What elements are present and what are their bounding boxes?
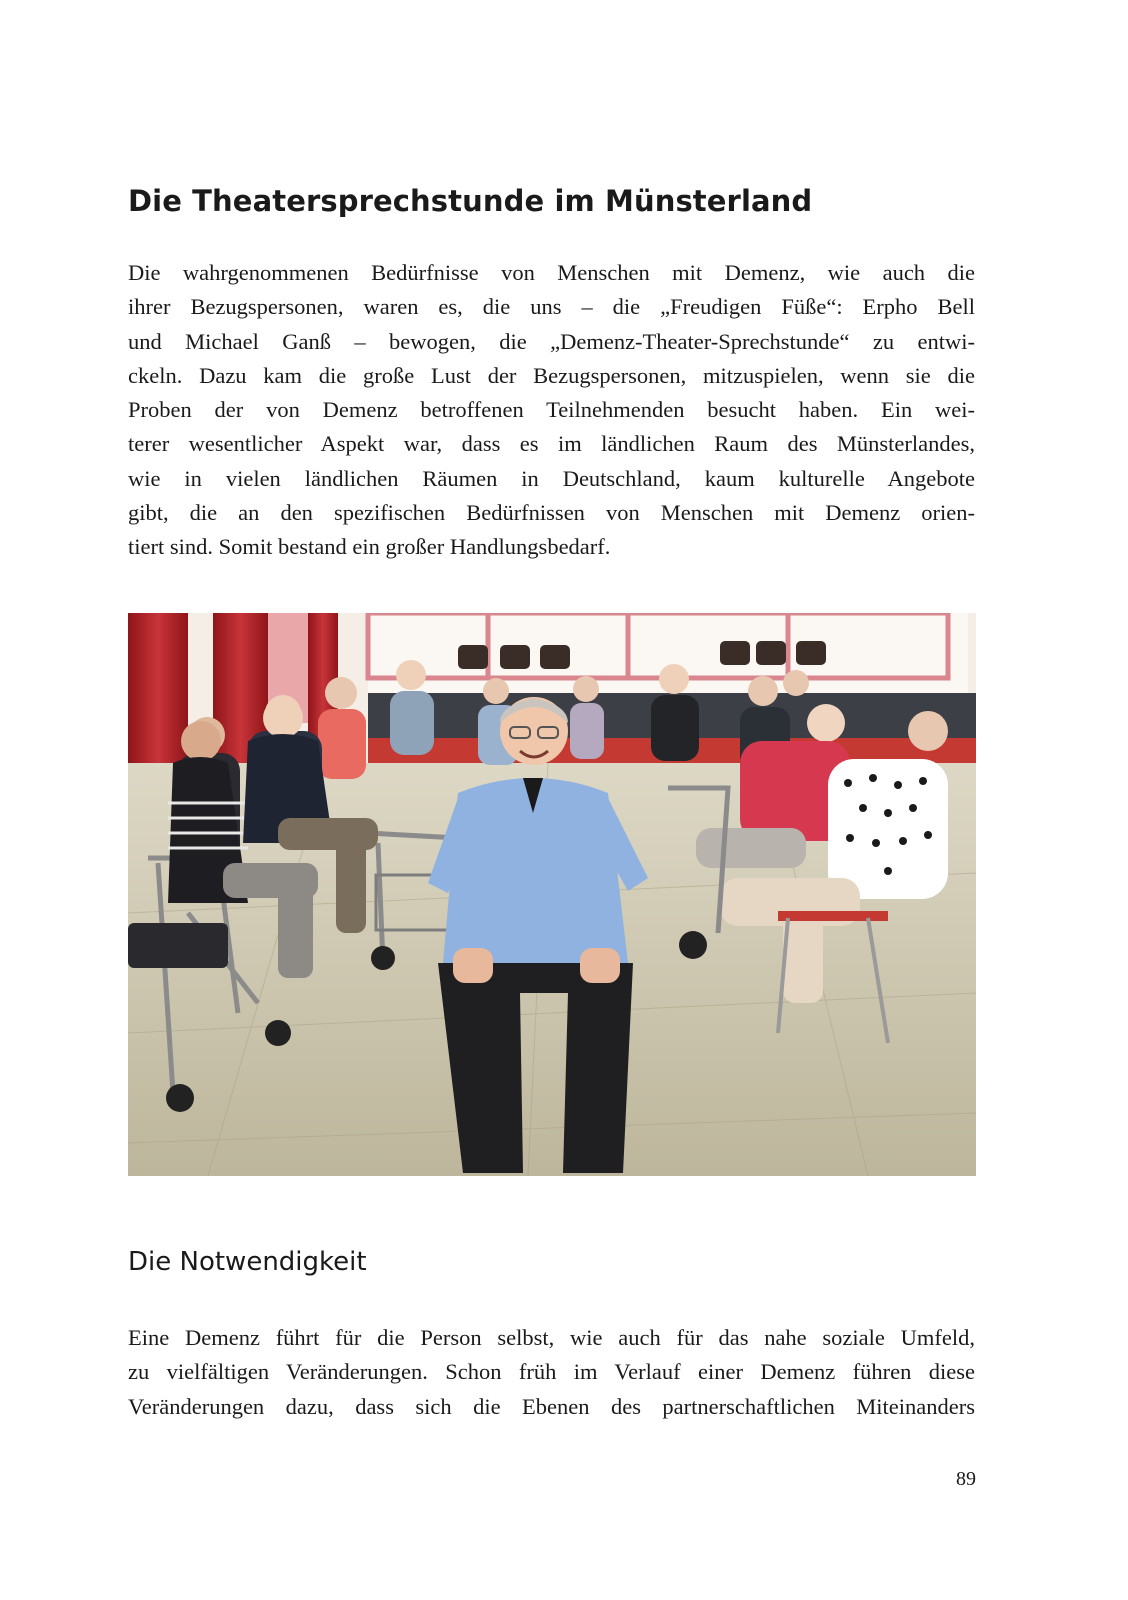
text-line: zu vielfältigen Veränderungen. Schon früh im Verlauf einer Demenz führen diese — [128, 1359, 975, 1385]
text-line: Proben der von Demenz betroffenen Teilnehmenden besucht haben. Ein wei- — [128, 397, 975, 423]
section-title-notwendigkeit: Die Notwendigkeit — [128, 1247, 367, 1277]
text-line: terer wesentlicher Aspekt war, dass es im ländlichen Raum des Münsterlandes, — [128, 431, 975, 457]
text-line: ckeln. Dazu kam die große Lust der Bezugspersonen, mitzuspielen, wenn sie die — [128, 362, 975, 388]
paragraph-notwendigkeit — [128, 1321, 975, 1424]
text-line: Eine Demenz führt für die Person selbst, wie auch für das nahe soziale Umfeld, — [128, 1325, 975, 1350]
text-line: ihrer Bezugspersonen, waren es, die uns – die „Freudigen Füße“: Erpho Bell — [128, 294, 975, 320]
page-number: 89 — [956, 1468, 976, 1490]
text-line: Veränderungen dazu, dass sich die Ebenen des partnerschaftlichen Miteinanders — [128, 1393, 975, 1419]
text-line: Die wahrgenommenen Bedürfnisse von Menschen mit Demenz, wie auch die — [128, 260, 975, 285]
text-line: gibt, die an den spezifischen Bedürfnissen von Menschen mit Demenz orien- — [128, 500, 975, 526]
text-line: und Michael Ganß – bewogen, die „Demenz-Theater-Sprechstunde“ zu entwi- — [128, 328, 975, 354]
group-photo — [128, 613, 976, 1176]
text-line: tiert sind. Somit bestand ein großer Handlungsbedarf. — [128, 534, 611, 560]
section-title-theatersprechstunde: Die Theatersprechstunde im Münsterland — [128, 184, 813, 218]
text-line: wie in vielen ländlichen Räumen in Deutschland, kaum kulturelle Angebote — [128, 465, 975, 491]
paragraph-intro — [128, 256, 975, 565]
